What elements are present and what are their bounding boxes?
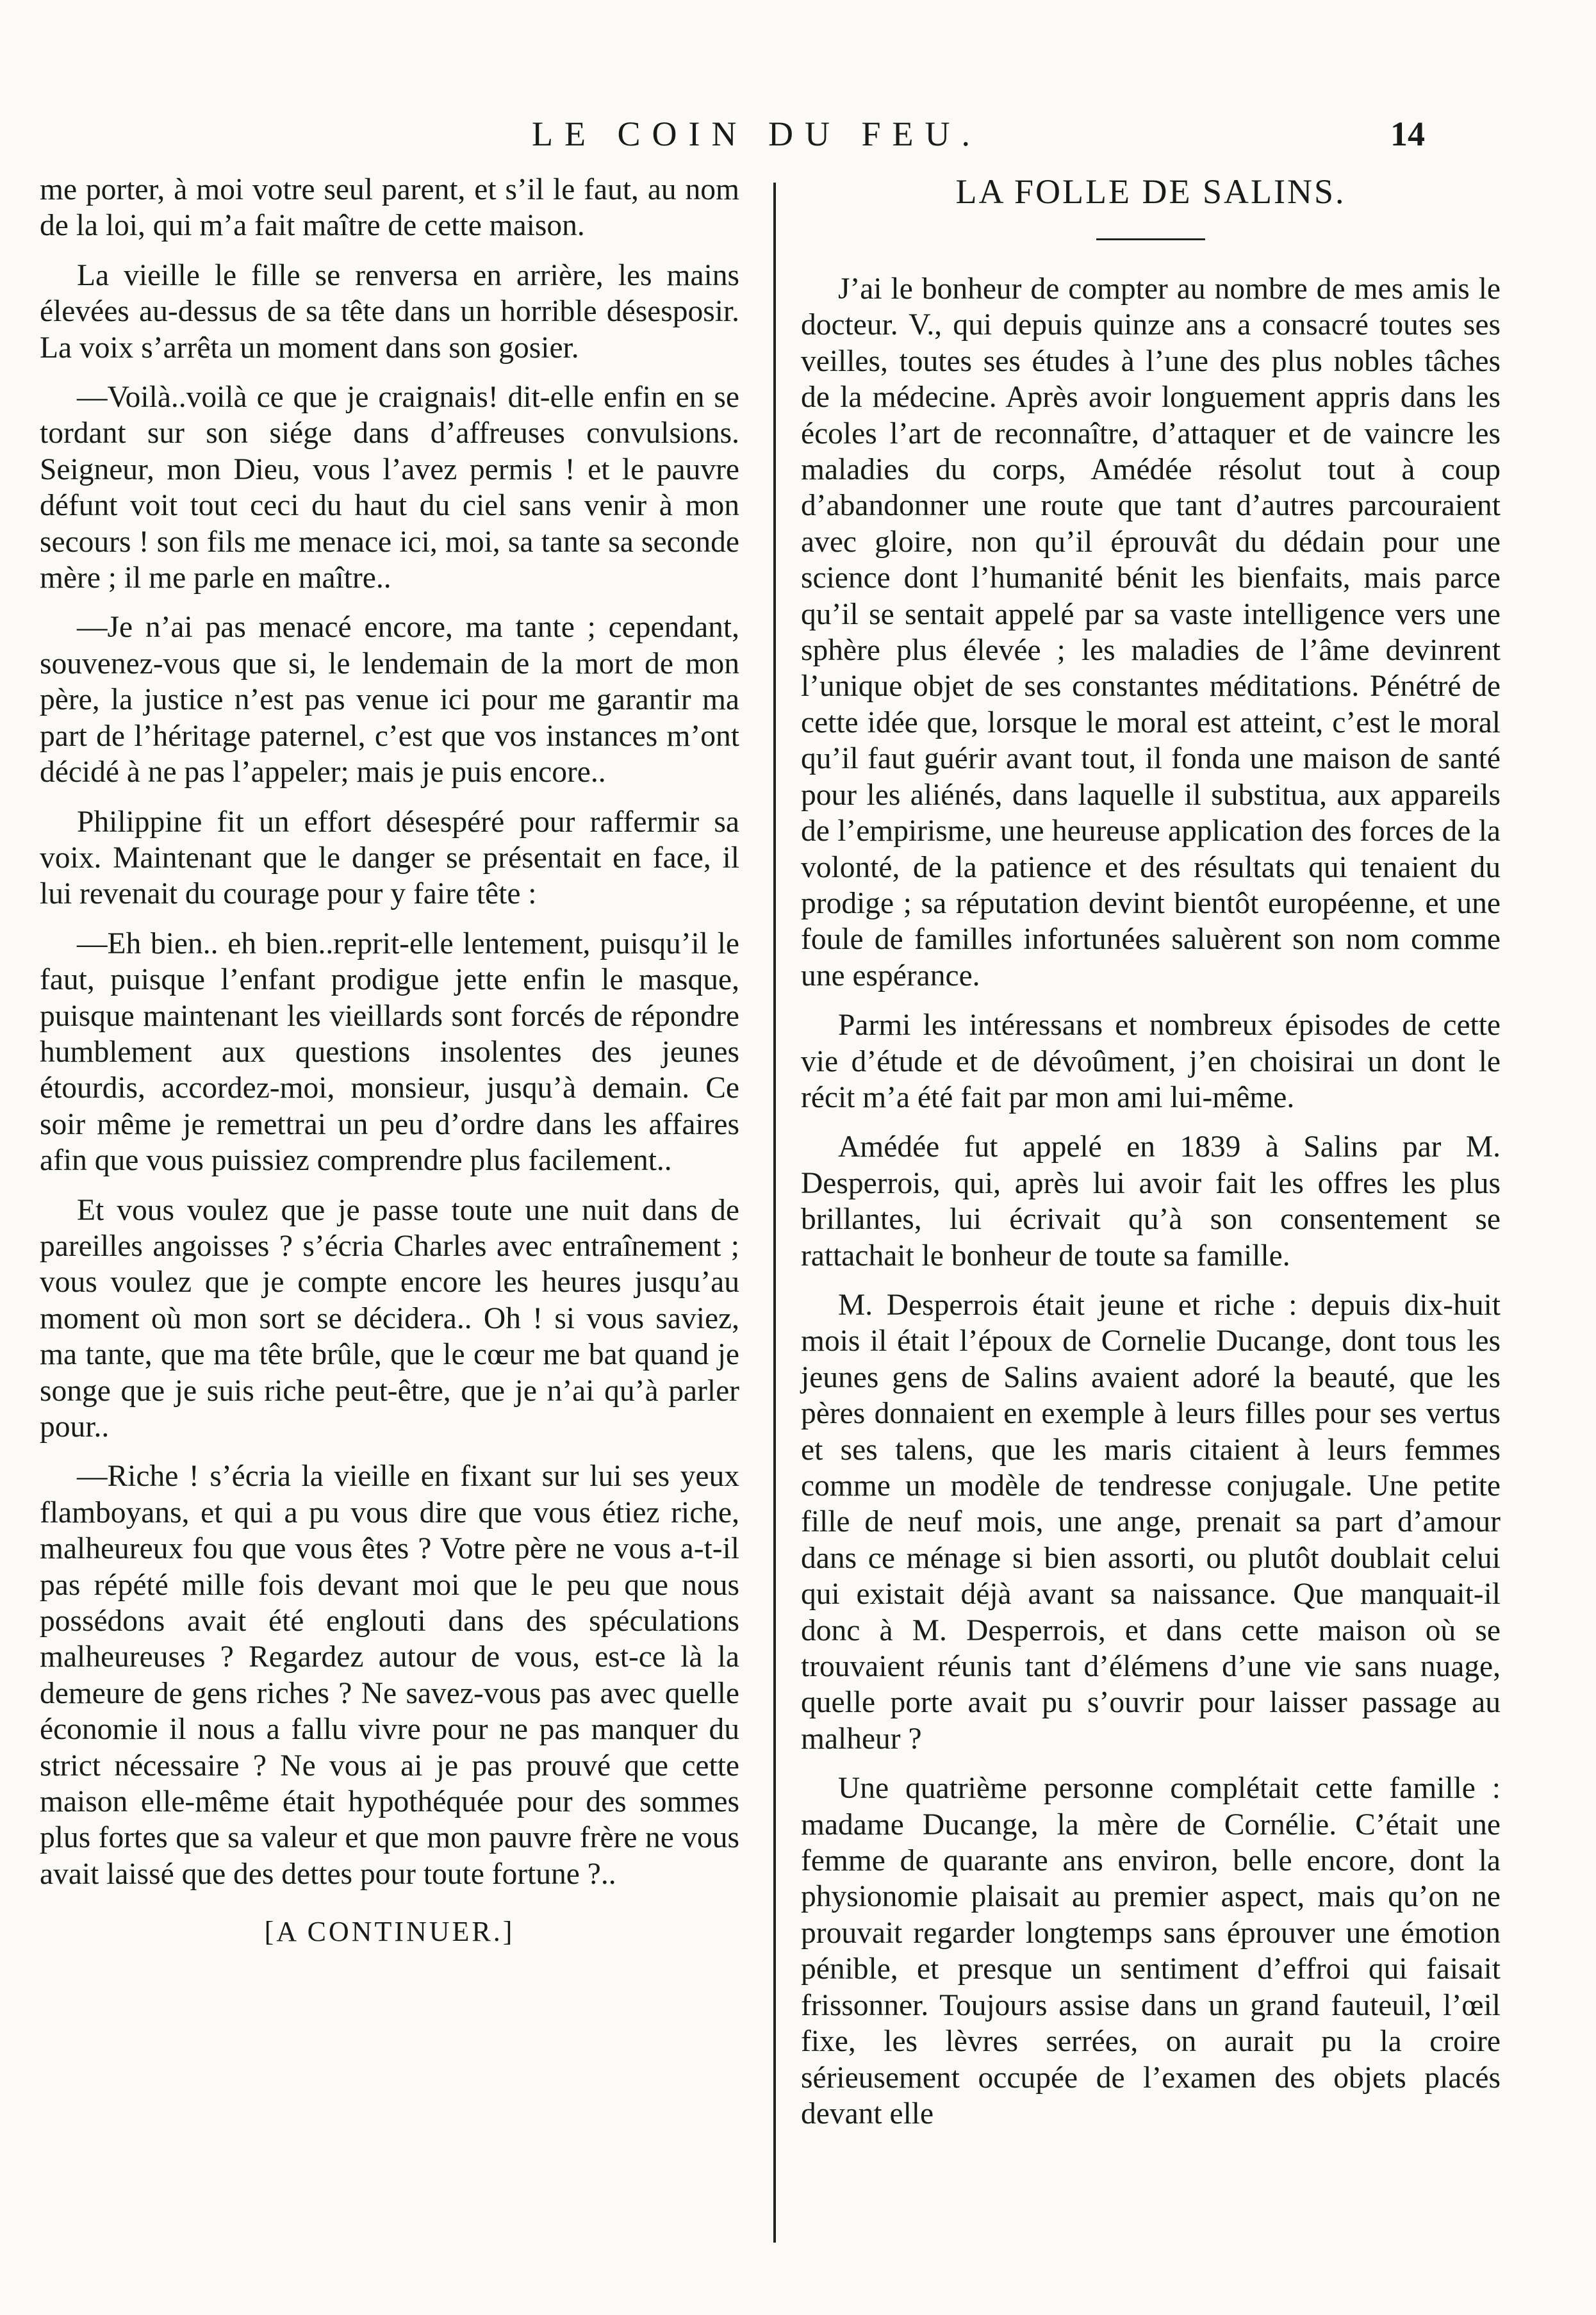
paragraph: Amédée fut appelé en 1839 à Salins par M. Desperrois, qui, après lui avoir fait les offres les plus brillantes, lui écrivait qu’à son consentement se rattachait le bonheur de toute sa famille. <box>801 1130 1501 1273</box>
paragraph: M. Desperrois était jeune et riche : depuis dix-huit mois il était l’époux de Cornelie Ducange, dont tous les jeunes gens de Salins avaient adoré la beauté, que les pères donnaient en exemple à leurs filles pour ses vertus et ses talens, que les maris citaient à leurs femmes comme un modèle de tendresse conjugale. Une petite fille de neuf mois, une ange, prenait sa part d’amour dans ce ménage si bien assorti, ou plutôt doublait celui qui existait déjà avant sa naissance. Que manquait-il donc à M. Desperrois, et dans cette maison où se trouvaient réunis tant d’élémens d’une vie sans nuage, quelle porte avait pu s’ouvrir pour laisser passage au malheur ? <box>801 1288 1501 1756</box>
paragraph: —Eh bien.. eh bien..reprit-elle lentement, puisqu’il le faut, puisque l’enfant prodigue jette enfin le masque, puisque maintenant les vieillards sont forcés de répondre humblement aux questions insolentes des jeunes étourdis, accordez-moi, monsieur, jusqu’à demain. Ce soir même je remettrai un peu d’ordre dans les affaires afin que vous puissiez comprendre plus facilement.. <box>40 927 739 1178</box>
article-title: LA FOLLE DE SALINS. <box>955 172 1346 211</box>
paragraph: —Riche ! s’écria la vieille en fixant sur lui ses yeux flamboyans, et qui a pu vous dire que vous étiez riche, malheureux fou que vous êtes ? Votre père ne vous a-t-il pas répété mille fois devant moi que le peu que nous possédons avait été englouti dans des spéculations malheureuses ? Regardez autour de vous, est-ce là la demeure de gens riches ? Ne savez-vous pas avec quelle économie il nous a fallu vivre pour ne pas manquer du strict nécessaire ? Ne vous ai je pas prouvé que cette maison elle-même était hypothéquée pour des sommes plus fortes que sa valeur et que mon pauvre frère ne vous avait laissé que des dettes pour toute fortune ?.. <box>40 1460 739 1891</box>
title-rule <box>1096 238 1205 240</box>
paragraph: Une quatrième personne complétait cette famille : madame Ducange, la mère de Cornélie. C’était une femme de quarante ans environ, belle encore, dont la physionomie plaisait au premier aspect, mais qu’on ne prouvait regarder longtemps sans éprouver une émotion pénible, et presque un sentiment d’effroi qui faisait frissonner. Toujours assise dans un grand fauteuil, l’œil fixe, les lèvres serrées, on aurait pu la croire sérieusement occupée de l’examen des objets placés devant elle <box>801 1772 1501 2130</box>
right-column <box>801 172 1501 2145</box>
column-divider <box>773 183 776 2243</box>
running-title: LE COIN DU FEU. <box>532 115 982 153</box>
continuation-mark <box>40 1914 739 1950</box>
running-head <box>0 114 1596 159</box>
paragraph: J’ai le bonheur de compter au nombre de mes amis le docteur. V., qui depuis quinze ans a consacré toutes ses veilles, toutes ses études à l’une des plus nobles tâches de la médecine. Après avoir longuement appris dans les écoles l’art de reconnaître, d’attaquer et de vaincre les maladies du corps, Amédée résolut tout à coup d’abandonner une route que tant d’autres parcouraient avec gloire, non qu’il éprouvât du dédain pour une science dont l’humanité bénit les bienfaits, mais parce qu’il se sentait appelé par sa vaste intelligence vers une sphère plus élevée ; les maladies de l’âme devinrent l’unique objet de ses constantes méditations. Pénétré de cette idée que, lorsque le moral est atteint, c’est le moral qu’il faut guérir avant tout, il fonda une maison de santé pour les aliénés, dans laquelle il substitua, aux appareils de l’empirisme, une heureuse application des forces de la volonté, de la patience et des résultats qui tenaient du prodige ; sa réputation devint bientôt européenne, et une foule de familles infortunées saluèrent son nom comme une espérance. <box>801 272 1501 993</box>
paragraph: Parmi les intéressans et nombreux épisodes de cette vie d’étude et de dévoûment, j’en choisirai un dont le récit m’a été fait par mon ami lui-même. <box>801 1009 1501 1114</box>
paragraph: Et vous voulez que je passe toute une nuit dans de pareilles angoisses ? s’écria Charles avec entraînement ; vous voulez que je compte encore les heures jusqu’au moment où mon sort se décidera.. Oh ! si vous saviez, ma tante, que ma tête brûle, que le cœur me bat quand je songe que je suis riche peut-être, que je n’ai qu’à parler pour.. <box>40 1193 739 1444</box>
paragraph: me porter, à moi votre seul parent, et s’il le faut, au nom de la loi, qui m’a fait maître de cette maison. <box>40 173 739 243</box>
left-column <box>40 172 739 1950</box>
paragraph: Philippine fit un effort désespéré pour raffermir sa voix. Maintenant que le danger se présentait en face, il lui revenait du courage pour y faire tête : <box>40 805 739 911</box>
paragraph: —Voilà..voilà ce que je craignais! dit-elle enfin en se tordant sur son siége dans d’affreuses convulsions. Seigneur, mon Dieu, vous l’avez permis ! et le pauvre défunt voit tout ceci du haut du ciel sans venir à mon secours ! son fils me menace ici, moi, sa tante sa seconde mère ; il me parle en maître.. <box>40 381 739 595</box>
page-number: 14 <box>1390 115 1425 153</box>
paragraph: La vieille le fille se renversa en arrière, les mains élevées au-dessus de sa tête dans un horrible désesposir. La voix s’arrêta un moment dans son gosier. <box>40 258 739 365</box>
paragraph: —Je n’ai pas menacé encore, ma tante ; cependant, souvenez-vous que si, le lendemain de la mort de mon père, la justice n’est pas venue ici pour me garantir ma part de l’héritage paternel, c’est que vos instances m’ont décidé à ne pas l’appeler; mais je puis encore.. <box>40 611 739 789</box>
continuation-text: [A CONTINUER.] <box>264 1916 515 1948</box>
